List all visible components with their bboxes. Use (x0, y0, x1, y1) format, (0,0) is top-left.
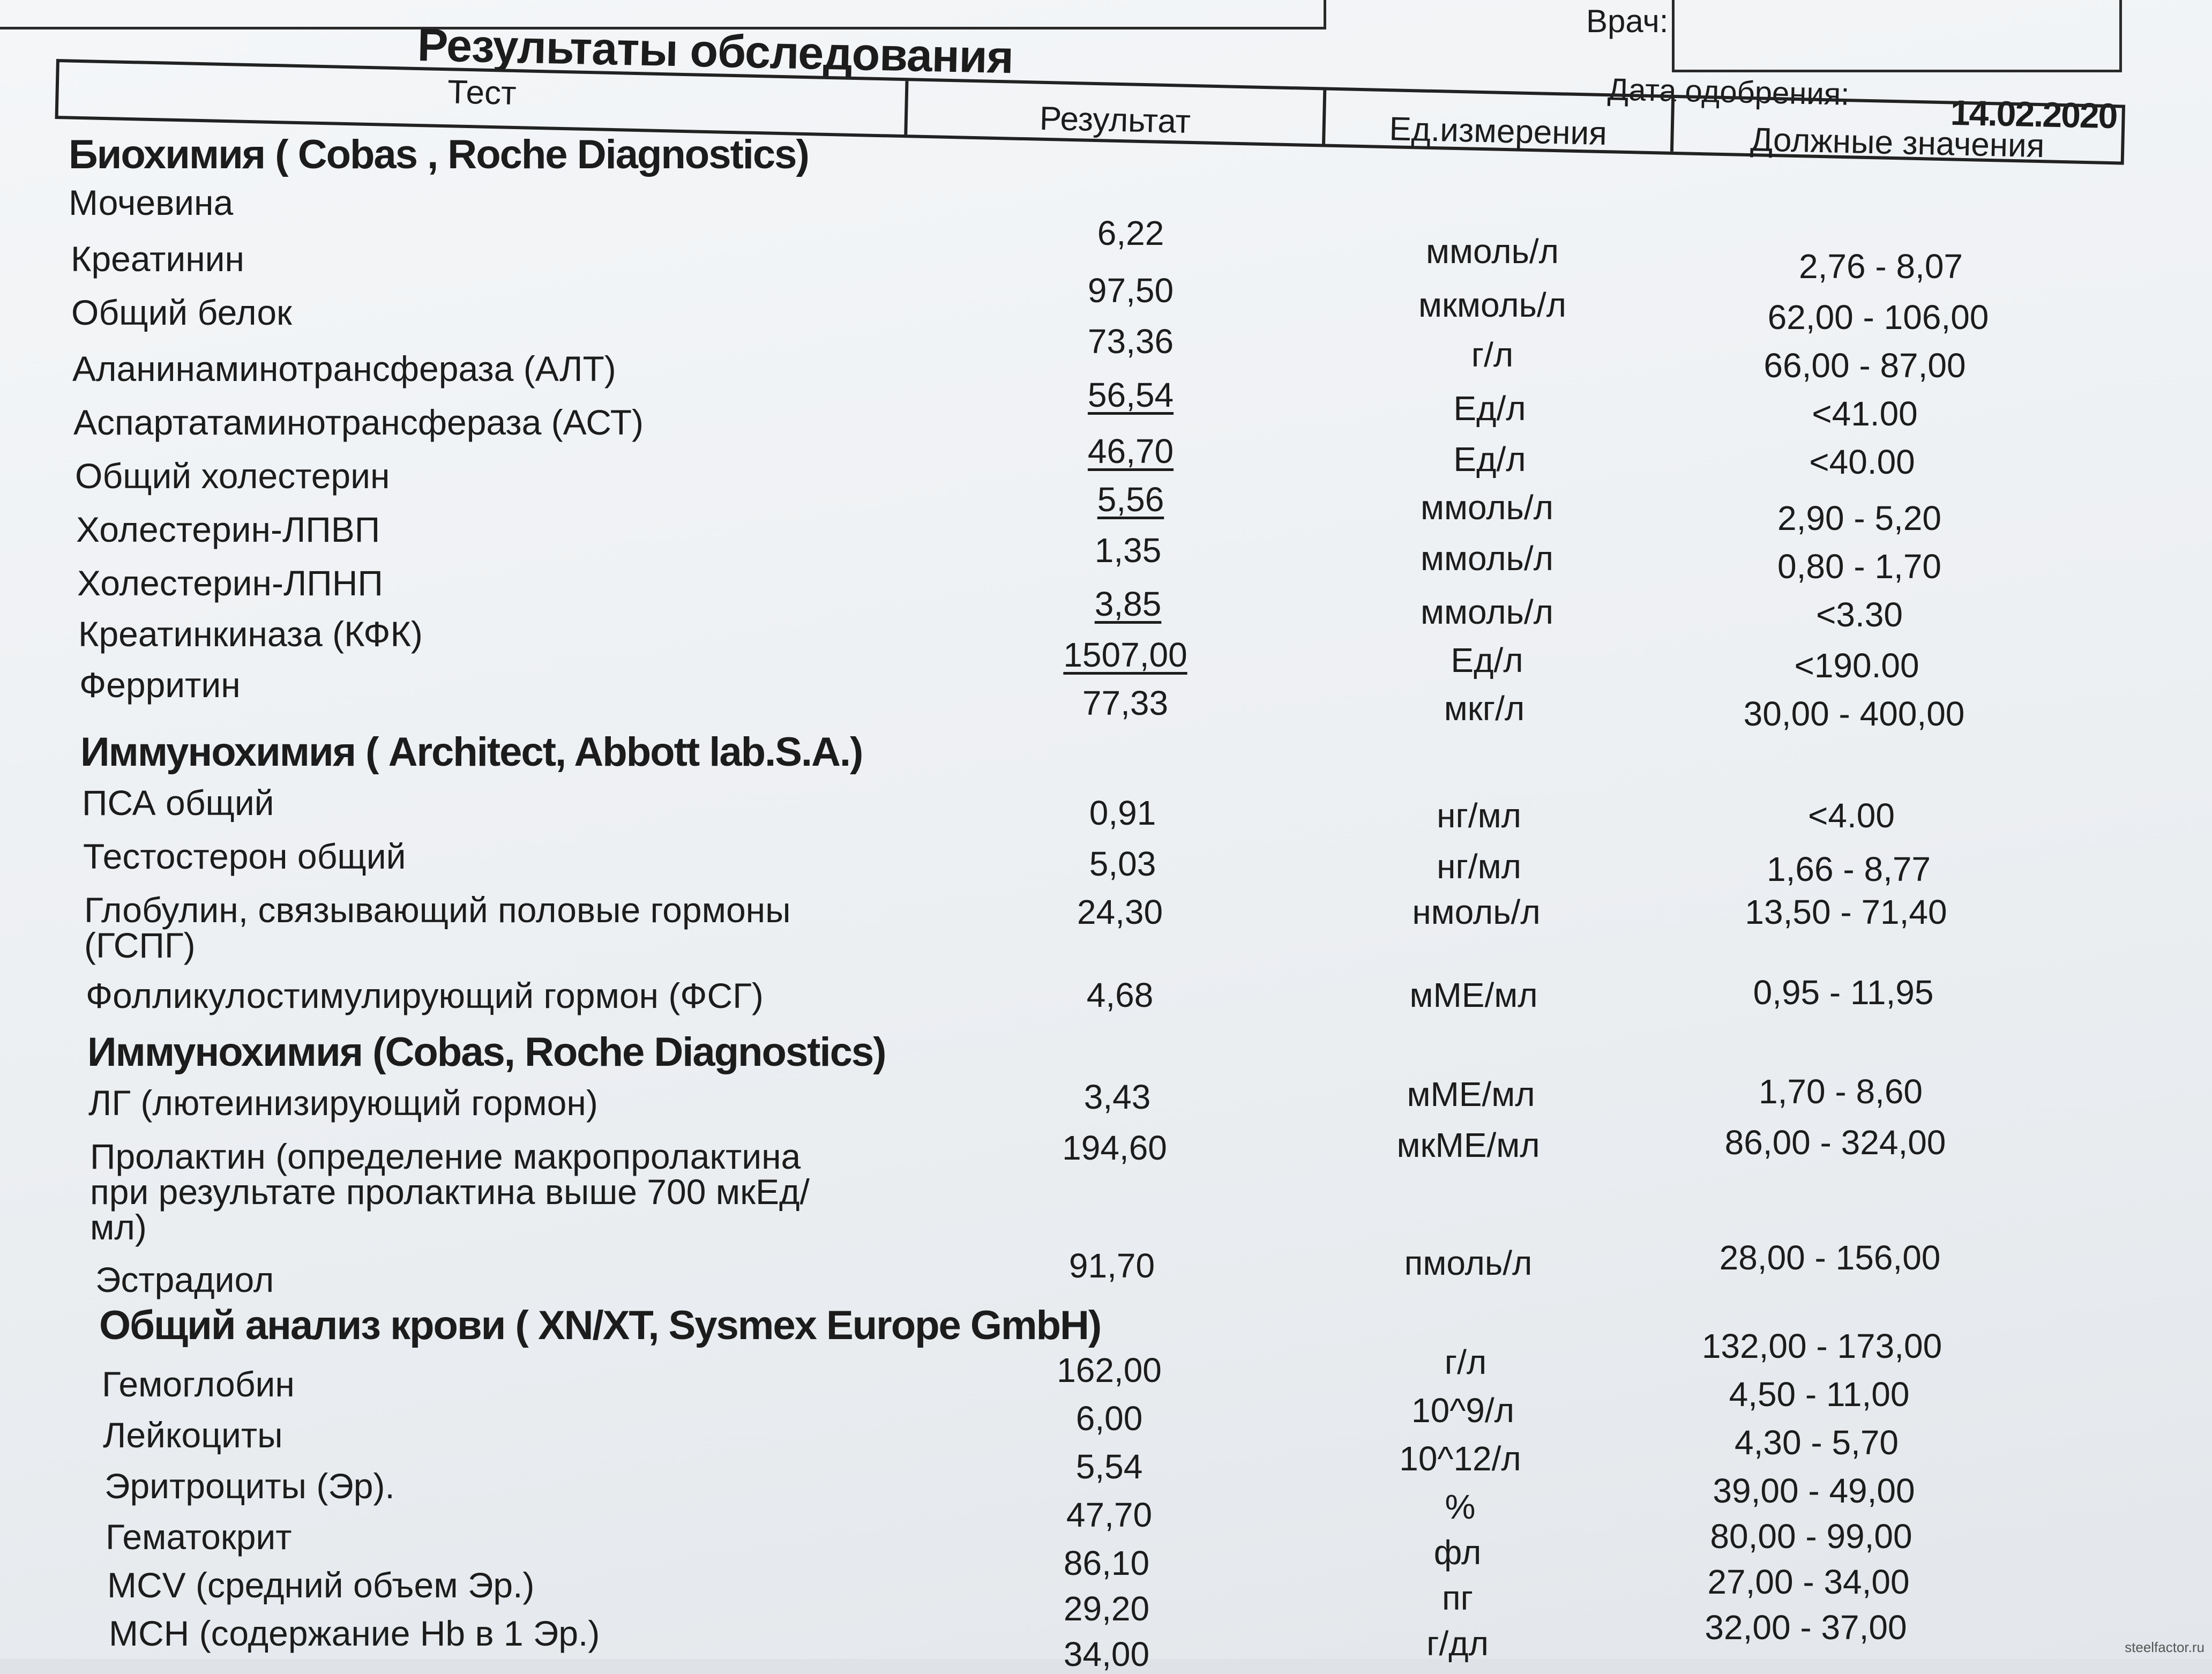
unit-value: Ед/л (1453, 440, 1526, 479)
result-value: 56,54 (1087, 376, 1174, 414)
page-title: Результаты обследования (416, 19, 1014, 84)
reference-range: 13,50 - 71,40 (1745, 893, 1947, 931)
reference-range: 30,00 - 400,00 (1743, 694, 1965, 733)
reference-range: 62,00 - 106,00 (1767, 298, 1989, 337)
reference-range: 0,95 - 11,95 (1753, 973, 1934, 1012)
reference-range: 2,90 - 5,20 (1777, 499, 1941, 537)
test-name: Общий белок (71, 293, 292, 332)
header-norm: Должные значения (1750, 121, 2045, 165)
result-value: 162,00 (1057, 1351, 1162, 1389)
reference-range: 2,76 - 8,07 (1799, 247, 1963, 286)
result-value: 3,43 (1083, 1078, 1151, 1116)
test-name: ПСА общий (82, 783, 274, 823)
reference-range: <3.30 (1816, 595, 1903, 634)
section-title: Общий анализ крови ( XN/XT, Sysmex Europe GmbH) (99, 1303, 1101, 1348)
header-result: Результат (907, 81, 1326, 144)
unit-value: ммоль/л (1421, 593, 1553, 631)
approval-date-label: Дата одобрения: (1607, 72, 1850, 112)
test-name: Общий холестерин (75, 456, 390, 496)
reference-range: 86,00 - 324,00 (1724, 1123, 1946, 1162)
result-value: 29,20 (1063, 1589, 1150, 1628)
result-value: 34,00 (1063, 1635, 1150, 1673)
section-title: Биохимия ( Cobas , Roche Diagnostics) (69, 132, 809, 177)
test-name: Креатинкиназа (КФК) (78, 614, 423, 654)
result-value: 3,85 (1094, 585, 1162, 623)
reference-range: 27,00 - 34,00 (1707, 1563, 1910, 1601)
unit-value: Ед/л (1451, 641, 1523, 679)
reference-range: 66,00 - 87,00 (1763, 346, 1966, 385)
result-value: 6,22 (1097, 214, 1164, 252)
result-value: 6,00 (1075, 1399, 1143, 1438)
result-value: 77,33 (1082, 684, 1169, 722)
result-value: 91,70 (1068, 1246, 1155, 1285)
result-value: 194,60 (1062, 1129, 1167, 1167)
header-unit: Ед.измерения (1325, 91, 1675, 152)
reference-range: 1,70 - 8,60 (1759, 1072, 1923, 1111)
watermark: steelfactor.ru (2125, 1639, 2204, 1655)
test-name: Тестостерон общий (83, 836, 406, 876)
test-name: Пролактин (определение макропролактина при результате пролактина выше 700 мкЕд/мл) (90, 1137, 810, 1247)
result-value: 1507,00 (1063, 636, 1187, 674)
unit-value: нмоль/л (1412, 893, 1541, 931)
result-value: 5,03 (1089, 845, 1156, 883)
unit-value: 10^9/л (1411, 1391, 1514, 1430)
section-title: Иммунохимия (Cobas, Roche Diagnostics) (87, 1029, 886, 1075)
unit-value: фл (1433, 1533, 1482, 1572)
unit-value: ммоль/л (1426, 232, 1559, 271)
test-name: MCH (содержание Hb в 1 Эр.) (109, 1613, 600, 1653)
reference-range: 39,00 - 49,00 (1713, 1471, 1915, 1510)
unit-value: % (1445, 1488, 1476, 1526)
result-value: 0,91 (1089, 794, 1156, 832)
reference-range: 4,50 - 11,00 (1729, 1375, 1910, 1414)
unit-value: мкмоль/л (1418, 286, 1566, 324)
test-name: Глобулин, связывающий половые гормоны (ГСПГ) (84, 890, 791, 965)
unit-value: ммоль/л (1421, 539, 1553, 578)
reference-range: <4.00 (1808, 796, 1895, 835)
reference-range: <41.00 (1812, 394, 1918, 433)
test-name: Аланинаминотрансфераза (АЛТ) (72, 349, 616, 388)
reference-range: 80,00 - 99,00 (1710, 1517, 1912, 1556)
section-title: Иммунохимия ( Architect, Abbott lab.S.A.) (80, 729, 863, 775)
unit-value: пг (1442, 1579, 1473, 1617)
unit-value: 10^12/л (1399, 1439, 1521, 1478)
unit-value: нг/мл (1437, 796, 1521, 835)
unit-value: мМЕ/мл (1409, 976, 1538, 1014)
unit-value: нг/мл (1437, 847, 1521, 886)
result-value: 73,36 (1087, 322, 1174, 361)
test-name: Холестерин-ЛПВП (76, 510, 380, 549)
unit-value: мМЕ/мл (1407, 1075, 1535, 1113)
test-name: Эстрадиол (95, 1260, 274, 1299)
result-value: 86,10 (1063, 1544, 1150, 1582)
test-name: ЛГ (лютеинизирующий гормон) (88, 1083, 598, 1123)
result-value: 46,70 (1087, 432, 1174, 470)
reference-range: 28,00 - 156,00 (1719, 1238, 1941, 1277)
unit-value: г/дл (1426, 1624, 1489, 1663)
test-name: Гематокрит (106, 1517, 292, 1557)
test-name: Холестерин-ЛПНП (77, 563, 383, 603)
approval-date-value: 14.02.2020 (1950, 92, 2118, 136)
test-name: Гемоглобин (102, 1364, 295, 1404)
result-value: 97,50 (1087, 271, 1174, 310)
unit-value: г/л (1444, 1343, 1487, 1381)
reference-range: 132,00 - 173,00 (1701, 1327, 1942, 1365)
test-name: Ферритин (79, 665, 241, 705)
unit-value: мкМЕ/мл (1396, 1126, 1540, 1164)
test-name: MCV (средний объем Эр.) (107, 1565, 535, 1605)
reference-range: 32,00 - 37,00 (1705, 1608, 1907, 1647)
unit-value: мкг/л (1444, 689, 1525, 728)
reference-range: <190.00 (1794, 646, 1919, 685)
test-name: Эритроциты (Эр). (104, 1466, 395, 1506)
result-value: 5,56 (1097, 480, 1164, 519)
test-name: Лейкоциты (103, 1415, 283, 1455)
result-value: 4,68 (1086, 976, 1154, 1014)
result-value: 5,54 (1075, 1447, 1143, 1486)
doctor-field-box (1672, 0, 2122, 72)
result-value: 1,35 (1094, 531, 1162, 570)
test-name: Фолликулостимулирующий гормон (ФСГ) (86, 976, 764, 1015)
header-test: Тест (58, 62, 909, 134)
reference-range: <40.00 (1809, 443, 1915, 481)
test-name: Мочевина (69, 183, 234, 222)
test-name: Аспартатаминотрансфераза (АСТ) (73, 402, 644, 442)
reference-range: 4,30 - 5,70 (1735, 1423, 1899, 1462)
unit-value: ммоль/л (1421, 488, 1553, 527)
unit-value: г/л (1471, 335, 1514, 374)
unit-value: Ед/л (1453, 389, 1526, 428)
doctor-label: Врач: (1586, 3, 1669, 39)
result-value: 47,70 (1066, 1496, 1153, 1534)
test-name: Креатинин (71, 239, 244, 279)
reference-range: 0,80 - 1,70 (1777, 547, 1941, 586)
reference-range: 1,66 - 8,77 (1767, 850, 1931, 888)
unit-value: пмоль/л (1404, 1244, 1533, 1282)
result-value: 24,30 (1077, 893, 1163, 931)
